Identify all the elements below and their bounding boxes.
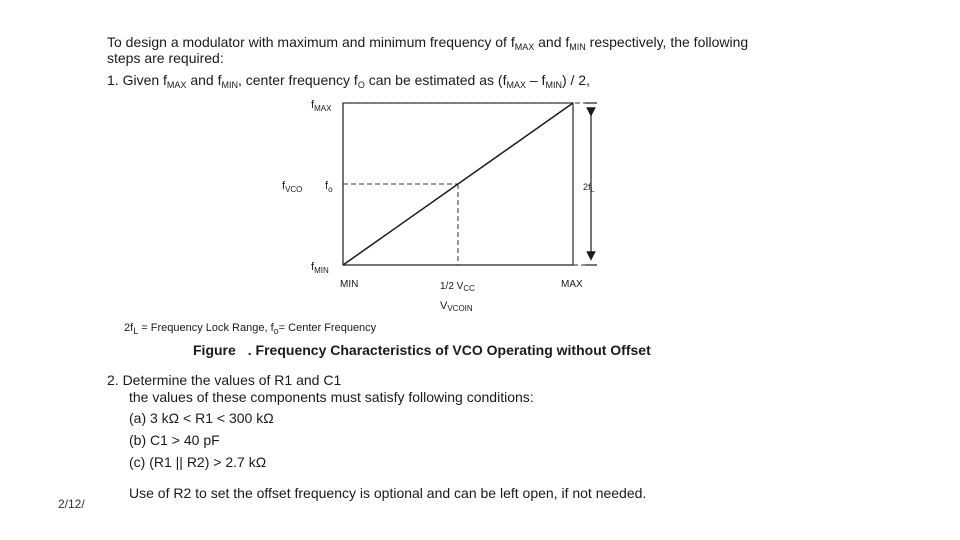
step1-text-c: , center frequency f [237,72,358,88]
note-text-b: = Frequency Lock Range, f [138,322,274,334]
intro-line-2: steps are required: [107,50,224,66]
step1-text-a: 1. Given f [107,72,167,88]
y-label-fo-sub: o [328,185,333,194]
lock-range-note [124,320,376,336]
x-axis-label [440,300,473,313]
step1-text-b: and f [186,72,222,88]
x-label-max: MAX [561,279,583,290]
step1-sub-4: MAX [506,80,526,90]
intro-text-a: To design a modulator with maximum and minimum frequency of f [107,34,515,50]
condition-a: (a) 3 kΩ < R1 < 300 kΩ [129,410,274,426]
step1-sub-5: MIN [545,80,562,90]
x-label-min: MIN [340,279,359,290]
y-label-fmin: $f_{MIN}$ [311,261,329,275]
y-label-fmax: $f_{MAX}$ [311,99,332,113]
note-sub-2: o [273,326,279,336]
figure-label: Figure [193,342,236,358]
step1-sub-1: MAX [166,80,187,90]
step1-text-e: – f [525,72,546,88]
intro-sub-max: MAX [514,42,535,52]
note-text-c: = Center Frequency [278,322,377,334]
x-axis-label-sub: VCOIN [447,304,473,313]
y-label-fvco-sub: VCO [285,185,303,194]
y-label-fmax-sub: MAX [314,104,332,113]
figure-title: . Frequency Characteristics of VCO Operating without Offset [247,342,651,358]
step2-line1: the values of these components must satisfy following conditions: [129,389,534,405]
note-text-a: 2f [124,322,134,334]
intro-text-b: and f [534,34,570,50]
footer-date: 2/12/ [58,497,85,511]
intro-sub-min: MIN [569,42,586,52]
lock-range-label [583,182,595,194]
y-label-fo: $f_o$ [325,180,333,194]
step2-heading: 2. Determine the values of R1 and C1 [107,372,342,388]
condition-c: (c) (R1 || R2) > 2.7 kΩ [129,454,267,470]
x-label-half-vcc-text: 1/2 V [440,281,464,292]
step1-sub-2: MIN [221,80,238,90]
intro-text-c: respectively, the following [585,34,749,50]
y-label-fvco: $f_{VCO}$ [282,180,303,194]
x-label-half-vcc [440,281,475,293]
step1-text-d: can be estimated as (f [364,72,507,88]
y-label-fmin-sub: MIN [314,266,329,275]
x-label-half-vcc-sub: CC [463,284,475,293]
x-axis-label-v: V [440,300,448,312]
lock-range-text: 2f [583,182,591,192]
figure-caption [193,342,651,358]
step1-sub-3: O [357,80,365,90]
note-sub-1: L [133,326,139,336]
condition-b: (b) C1 > 40 pF [129,432,220,448]
r2-note: Use of R2 to set the offset frequency is optional and can be left open, if not needed. [129,485,647,501]
lock-range-sub: L [590,187,595,194]
step1-text-f: ) / 2, [561,72,590,88]
